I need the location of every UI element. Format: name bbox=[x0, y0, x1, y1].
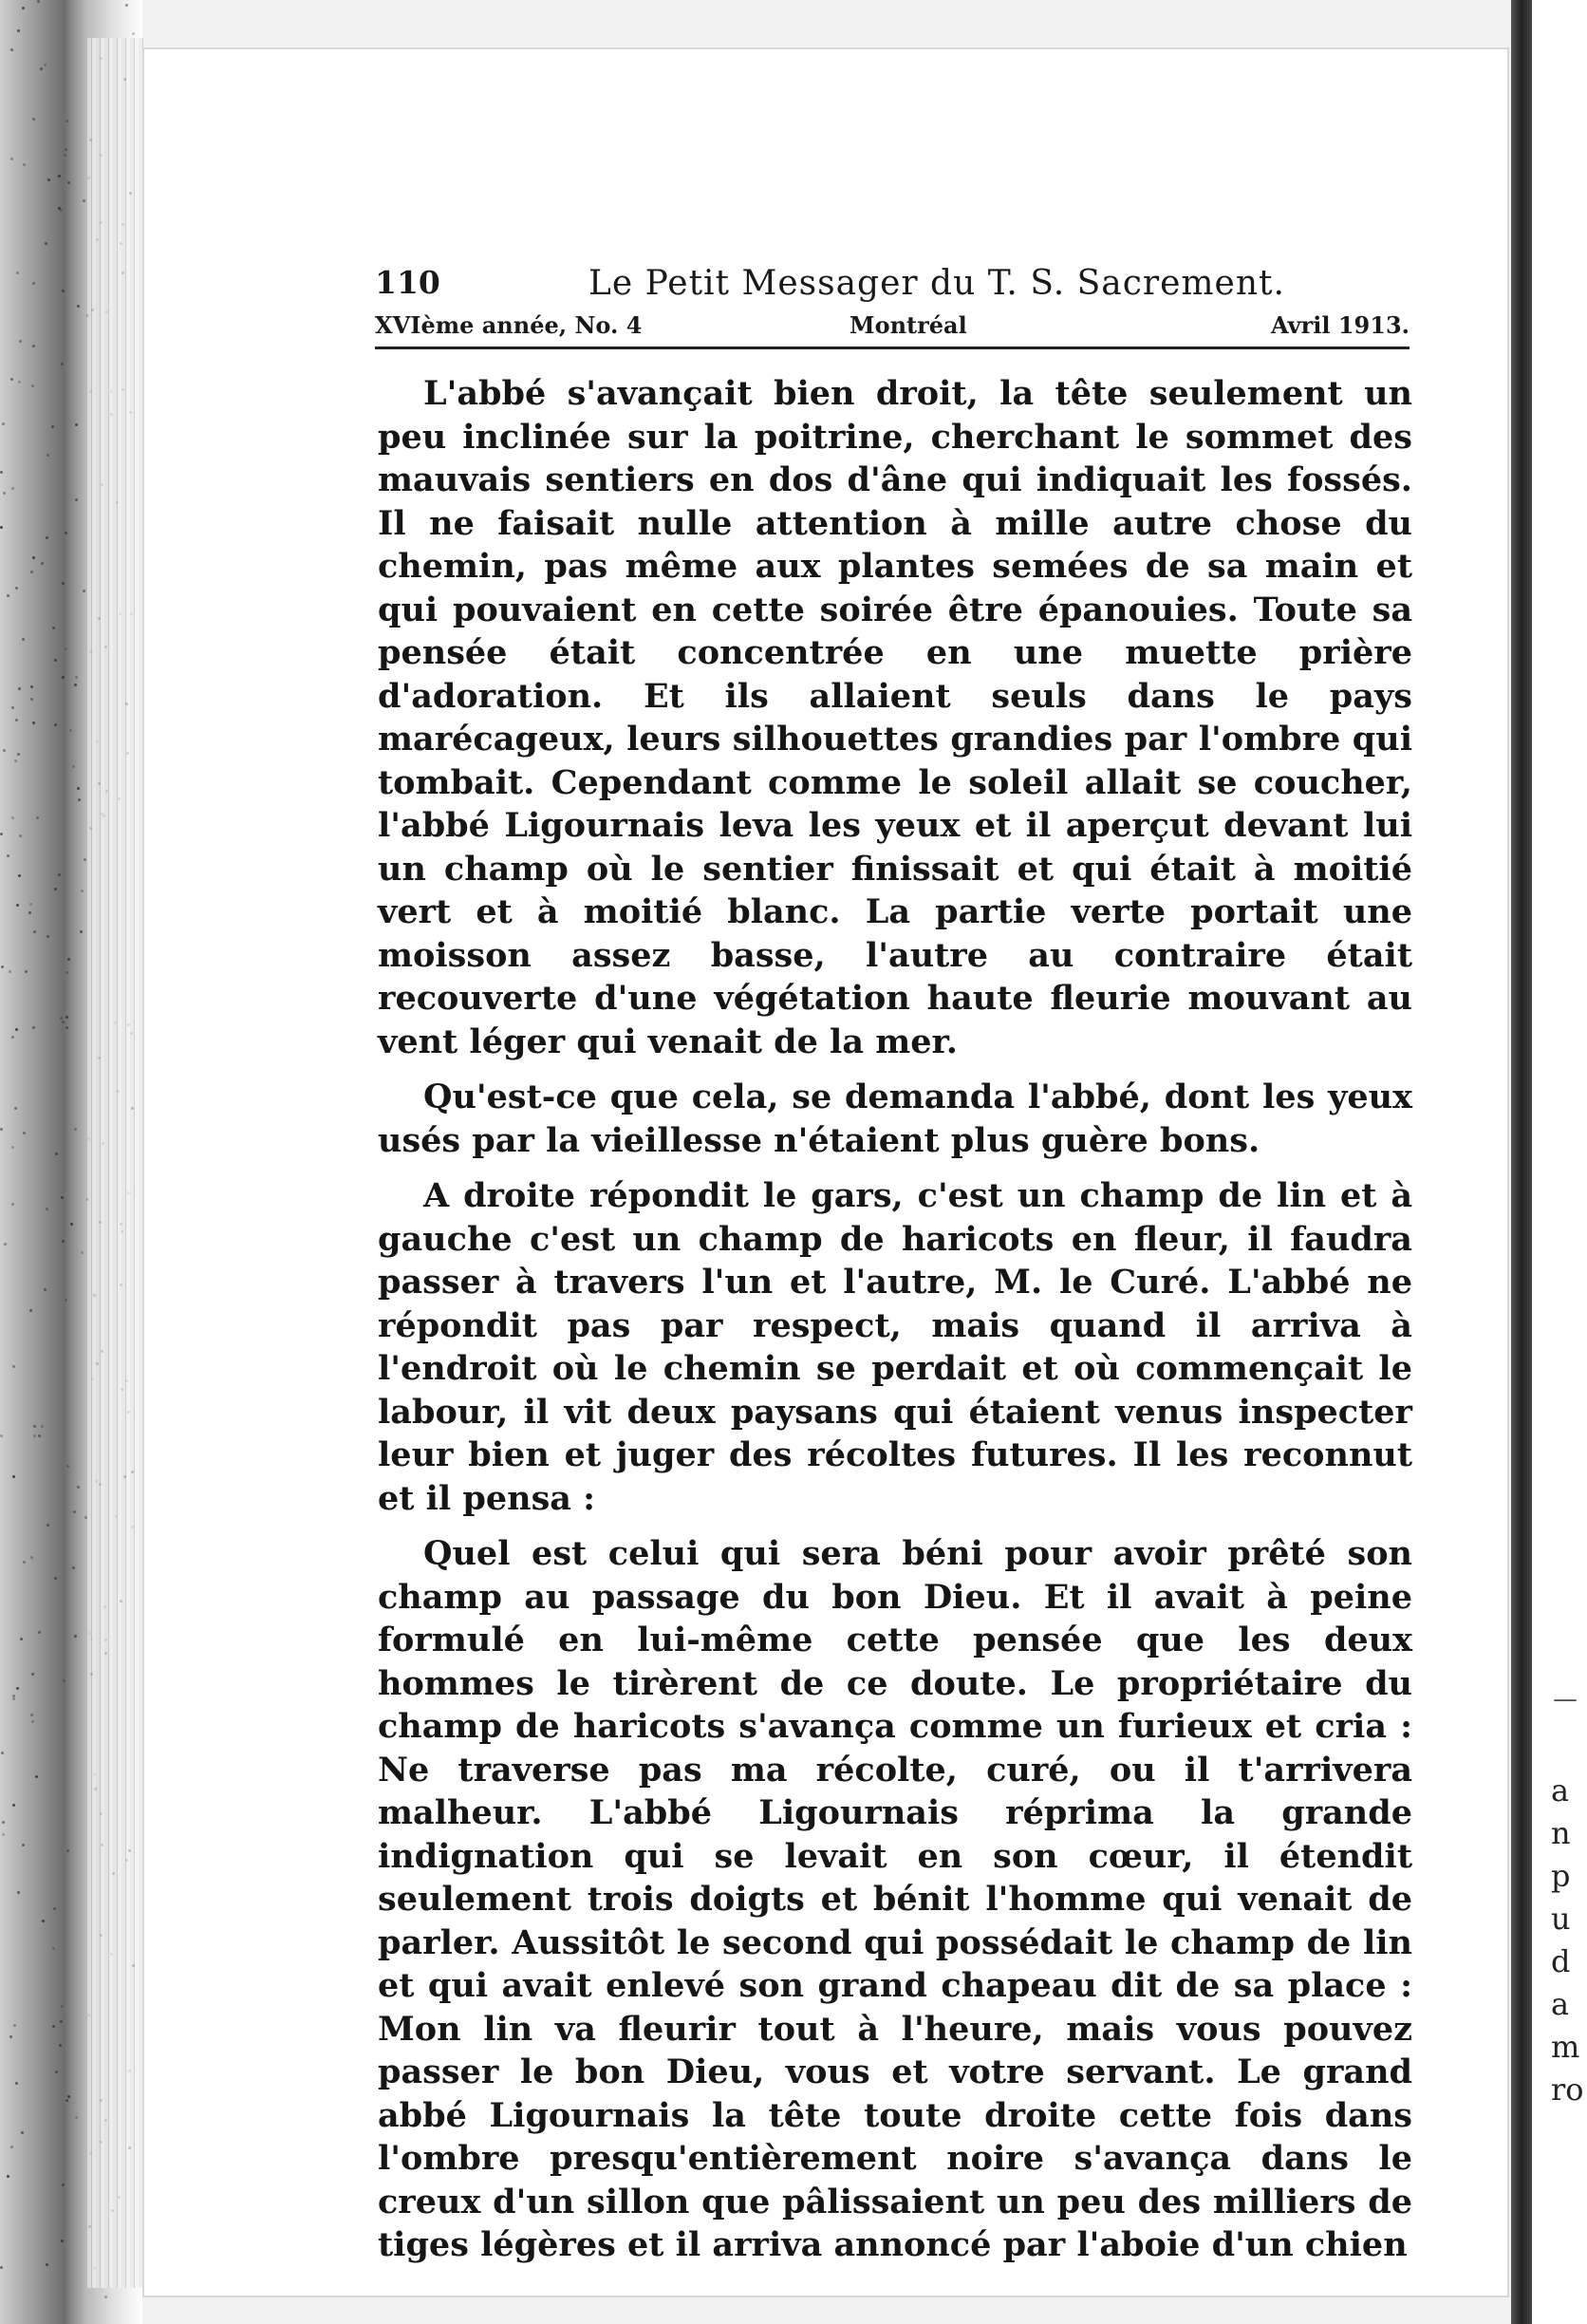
scan-speckle bbox=[14, 759, 17, 762]
scan-speckle bbox=[20, 1638, 23, 1640]
scan-speckle bbox=[80, 930, 83, 933]
scan-speckle bbox=[32, 282, 35, 285]
scan-speckle bbox=[12, 1697, 15, 1700]
scan-speckle bbox=[41, 1425, 44, 1428]
scan-speckle bbox=[65, 148, 67, 151]
scan-speckle bbox=[33, 930, 36, 933]
scan-speckle bbox=[11, 1036, 14, 1039]
scan-speckle bbox=[36, 816, 39, 819]
scan-speckle bbox=[32, 1026, 35, 1029]
scan-speckle bbox=[31, 384, 34, 387]
scan-speckle bbox=[0, 2266, 3, 2269]
scan-speckle bbox=[18, 874, 21, 877]
scan-speckle bbox=[54, 723, 57, 726]
scan-speckle bbox=[10, 2146, 13, 2148]
scan-speckle bbox=[32, 345, 35, 347]
issue-line bbox=[375, 311, 1410, 349]
page-stack bbox=[87, 38, 144, 2288]
scan-speckle bbox=[72, 765, 75, 768]
scan-speckle bbox=[74, 1635, 77, 1638]
header-rule bbox=[375, 347, 1410, 349]
scan-speckle bbox=[65, 1299, 67, 1302]
scan-speckle bbox=[11, 1203, 14, 1206]
page-number: 110 bbox=[375, 264, 440, 301]
issue-date: Avril 1913. bbox=[1271, 311, 1410, 339]
scan-speckle bbox=[66, 1849, 69, 1852]
scan-speckle bbox=[41, 562, 44, 565]
scan-speckle bbox=[3, 749, 6, 752]
scan-speckle bbox=[65, 532, 67, 534]
scan-speckle bbox=[37, 0, 40, 3]
scan-speckle bbox=[23, 1132, 26, 1134]
scan-speckle bbox=[11, 1146, 14, 1149]
scan-speckle bbox=[9, 2035, 12, 2038]
scan-speckle bbox=[81, 1251, 84, 1254]
scan-speckle bbox=[44, 64, 47, 66]
scan-speckle bbox=[58, 175, 61, 178]
scan-speckle bbox=[0, 833, 3, 835]
scan-speckle bbox=[78, 798, 81, 801]
scan-speckle bbox=[75, 676, 78, 679]
scan-speckle bbox=[30, 571, 33, 573]
scan-speckle bbox=[38, 1631, 41, 1634]
scan-speckle bbox=[77, 787, 80, 790]
scan-speckle bbox=[28, 911, 31, 914]
scan-speckle bbox=[29, 1309, 32, 1312]
paragraph: Qu'est-ce que cela, se demanda l'abbé, dont les yeux usés par la vieillesse n'étaient plus guère bons. bbox=[378, 1078, 1412, 1160]
scan-speckle bbox=[22, 638, 25, 641]
scan-speckle bbox=[15, 2082, 18, 2085]
scan-speckle bbox=[75, 2116, 78, 2119]
scan-speckle bbox=[47, 454, 49, 457]
scan-speckle bbox=[75, 423, 78, 426]
scan-speckle bbox=[19, 340, 22, 343]
scan-speckle bbox=[47, 1524, 49, 1527]
scan-speckle bbox=[2, 422, 5, 425]
scan-speckle bbox=[17, 29, 20, 32]
scan-speckle bbox=[15, 1028, 18, 1031]
issue-info: XVIème année, No. 4 bbox=[375, 311, 643, 339]
scan-speckle bbox=[16, 904, 19, 907]
scan-speckle bbox=[15, 719, 18, 722]
scan-speckle bbox=[62, 2183, 65, 2186]
scan-speckle bbox=[0, 526, 3, 529]
scan-speckle bbox=[61, 2240, 64, 2242]
scan-speckle bbox=[38, 1434, 41, 1437]
scan-speckle bbox=[0, 471, 3, 474]
scan-speckle bbox=[60, 2020, 63, 2023]
scan-speckle bbox=[22, 1844, 25, 1846]
scan-speckle bbox=[19, 834, 22, 837]
scan-speckle bbox=[0, 1434, 3, 1437]
scan-speckle bbox=[67, 181, 70, 184]
scan-speckle bbox=[132, 32, 135, 35]
scan-speckle bbox=[12, 1804, 15, 1807]
scan-speckle bbox=[47, 935, 49, 938]
scan-speckle bbox=[74, 684, 77, 686]
scan-speckle bbox=[17, 753, 20, 756]
scan-speckle bbox=[63, 1679, 65, 1682]
scan-speckle bbox=[22, 7, 25, 9]
scan-speckle bbox=[10, 378, 13, 381]
scan-speckle bbox=[65, 1016, 68, 1019]
scan-speckle bbox=[59, 2044, 62, 2047]
scan-speckle bbox=[75, 498, 78, 501]
scan-speckle bbox=[52, 2025, 55, 2028]
publication-place: Montréal bbox=[850, 311, 967, 339]
scan-speckle bbox=[61, 363, 64, 365]
scan-speckle bbox=[65, 1026, 68, 1029]
scan-speckle bbox=[9, 970, 11, 973]
scan-speckle bbox=[3, 492, 6, 495]
scan-speckle bbox=[65, 971, 68, 974]
adjacent-fragment: p bbox=[1551, 1858, 1571, 1894]
scan-speckle bbox=[66, 1465, 69, 1468]
scan-speckle bbox=[18, 687, 21, 690]
scan-speckle bbox=[14, 1107, 17, 1110]
scan-speckle bbox=[67, 2095, 70, 2098]
scan-speckle bbox=[83, 199, 85, 202]
scan-speckle bbox=[7, 2175, 9, 2178]
paragraph: A droite répondit le gars, c'est un champ de lin et à gauche c'est un champ de haricots en fleur, il faudra passer à travers l'un et l'autre, M. le Curé. L'abbé ne répondit pas par respect, mais quand il arriva à l'endroit où le chemin se perdait et où commençait le labour, il vit deux paysans qui étaient venus inspecter leur bien et juger des récoltes futures. Il les reconnut et il pensa : bbox=[378, 1176, 1412, 1518]
adjacent-fragment: d bbox=[1551, 1943, 1571, 1979]
adjacent-page-mark: — bbox=[1553, 1685, 1578, 1714]
adjacent-fragment: n bbox=[1551, 1815, 1571, 1851]
scan-speckle bbox=[77, 1486, 80, 1489]
scan-speckle bbox=[55, 1153, 58, 1155]
scan-speckle bbox=[104, 2296, 107, 2298]
scan-speckle bbox=[32, 556, 35, 559]
scan-speckle bbox=[65, 647, 67, 650]
scan-speckle bbox=[83, 590, 85, 592]
scan-speckle bbox=[72, 1566, 75, 1569]
scan-speckle bbox=[13, 2024, 16, 2027]
scan-speckle bbox=[62, 290, 65, 292]
scan-speckle bbox=[70, 1223, 73, 1226]
scan-speckle bbox=[30, 685, 33, 688]
scan-speckle bbox=[65, 2099, 68, 2102]
scan-speckle bbox=[11, 706, 14, 709]
scan-speckle bbox=[52, 1947, 55, 1950]
scan-speckle bbox=[58, 207, 61, 210]
scan-speckle bbox=[73, 1510, 76, 1513]
adjacent-fragment: a bbox=[1551, 1772, 1570, 1809]
scan-speckle bbox=[69, 729, 72, 732]
scan-speckle bbox=[40, 67, 43, 70]
scan-speckle bbox=[29, 903, 32, 906]
scan-speckle bbox=[7, 854, 9, 857]
adjacent-fragment: a bbox=[1551, 1986, 1570, 2022]
scan-speckle bbox=[32, 118, 35, 121]
scan-speckle bbox=[17, 1891, 20, 1894]
scan-speckle bbox=[7, 594, 9, 597]
scan-speckle bbox=[4, 1243, 7, 1246]
scan-speckle bbox=[21, 2131, 24, 2134]
scan-speckle bbox=[54, 659, 57, 662]
scan-speckle bbox=[125, 4, 128, 7]
adjacent-fragment: ro bbox=[1551, 2071, 1584, 2108]
scan-speckle bbox=[2, 1833, 5, 1836]
scan-speckle bbox=[11, 816, 14, 819]
body-text bbox=[378, 372, 1412, 2279]
scan-speckle bbox=[35, 1775, 38, 1778]
adjacent-fragment: m bbox=[1551, 2029, 1580, 2065]
book-spine bbox=[1511, 0, 1532, 2324]
scan-speckle bbox=[46, 1208, 48, 1210]
scan-speckle bbox=[61, 1196, 64, 1199]
scan-speckle bbox=[2, 1821, 5, 1824]
scan-speckle bbox=[42, 1920, 45, 1922]
scan-speckle bbox=[44, 1288, 47, 1291]
scan-speckle bbox=[64, 154, 66, 157]
scan-speckle bbox=[60, 1017, 63, 1020]
scan-speckle bbox=[16, 272, 19, 274]
scan-speckle bbox=[74, 1128, 77, 1131]
scan-speckle bbox=[30, 1714, 33, 1716]
paragraph: Quel est celui qui sera béni pour avoir prêté son champ au passage du bon Dieu. Et il avait à peine formulé en lui-même cette pensée que les deux hommes le tirèrent de ce doute. Le propriétaire du champ de haricots s'avança comme un furieux et cria : Ne traverse pas ma récolte, curé, ou il t'arrivera malheur. L'abbé Ligournais réprima la grande indignation qui se levait en son cœur, il étendit seulement trois doigts et bénit l'homme qui venait de parler. Aussitôt le second qui possédait le champ de lin et qui avait enlevé son grand chapeau dit de sa place : Mon lin va fleurir tout à l'heure, mais vous pouvez passer le bon Dieu, vous et votre servant. Le grand abbé Ligournais la tête toute droite cette fois dans l'ombre presqu'entièrement noire s'avança dans le creux d'un sillon que pâlissaient un peu des milliers de tiges légères et il arriva annoncé par l'aboie d'un chien bbox=[378, 1534, 1412, 2264]
scan-speckle bbox=[62, 582, 65, 585]
scan-speckle bbox=[25, 970, 28, 973]
scan-speckle bbox=[18, 381, 21, 384]
scan-speckle bbox=[81, 890, 84, 892]
scan-speckle bbox=[0, 1128, 3, 1131]
scan-speckle bbox=[58, 873, 61, 876]
scan-speckle bbox=[45, 242, 47, 245]
scan-speckle bbox=[1, 1752, 4, 1754]
scan-speckle bbox=[67, 958, 70, 961]
scan-speckle bbox=[32, 722, 35, 724]
scan-speckle bbox=[55, 2071, 58, 2073]
scan-speckle bbox=[12, 1365, 15, 1368]
paragraph: L'abbé s'avançait bien droit, la tête seulement un peu inclinée sur la poitrine, cherchant le sommet des mauvais sentiers en dos d'âne qui indiquait les fossés. Il ne faisait nulle attention à mille autre chose du chemin, pas même aux plantes semées de sa main et qui pouvaient en cette soirée être épanouies. Toute sa pensée était concentrée en une muette prière d'adoration. Et ils allaient seuls dans le pays marécageux, leurs silhouettes grandies par l'ombre qui tombait. Cependant comme le soleil allait se coucher, l'abbé Ligournais leva les yeux et il aperçut devant lui un champ où le sentier finissait et qui était à moitié vert et à moitié blanc. La partie verte portait une moisson assez basse, l'autre au contraire était recouverte d'une végétation haute fleurie mouvant au vent léger qui venait de la mer. bbox=[378, 374, 1412, 1061]
scan-speckle bbox=[12, 1475, 15, 1478]
scan-speckle bbox=[51, 425, 54, 428]
scan-speckle bbox=[33, 1434, 36, 1437]
scan-speckle bbox=[15, 587, 18, 590]
scan-speckle bbox=[16, 1687, 19, 1690]
scan-speckle bbox=[30, 1556, 33, 1559]
scan-speckle bbox=[62, 1240, 65, 1243]
scan-speckle bbox=[12, 1695, 15, 1697]
journal-title: Le Petit Messager du T. S. Sacrement. bbox=[588, 264, 1285, 303]
adjacent-page bbox=[1532, 0, 1587, 2324]
scan-speckle bbox=[33, 1425, 36, 1428]
scan-speckle bbox=[31, 1673, 34, 1676]
scan-speckle bbox=[23, 163, 26, 166]
scan-speckle bbox=[54, 1577, 57, 1580]
scan-speckle bbox=[23, 1561, 26, 1564]
scan-speckle bbox=[46, 536, 48, 539]
running-head-line bbox=[375, 264, 1410, 309]
scan-speckle bbox=[77, 305, 80, 308]
running-head bbox=[375, 264, 1410, 349]
scan-speckle bbox=[47, 178, 50, 181]
scan-speckle bbox=[31, 1720, 34, 1723]
scan-speckle bbox=[54, 888, 57, 890]
scan-speckle bbox=[61, 2005, 64, 2008]
scan-speckle bbox=[62, 676, 65, 679]
scan-speckle bbox=[62, 1021, 65, 1023]
scan-speckle bbox=[84, 858, 86, 861]
scan-speckle bbox=[30, 698, 33, 701]
scan-speckle bbox=[11, 487, 14, 490]
adjacent-fragment: u bbox=[1551, 1901, 1571, 1937]
scan-speckle bbox=[46, 2263, 48, 2266]
scan-speckle bbox=[10, 48, 13, 51]
scan-speckle bbox=[53, 1907, 56, 1910]
scan-speckle bbox=[10, 158, 13, 160]
scan-speckle bbox=[65, 120, 68, 122]
scan-speckle bbox=[1, 965, 4, 968]
scan-speckle bbox=[52, 627, 55, 629]
